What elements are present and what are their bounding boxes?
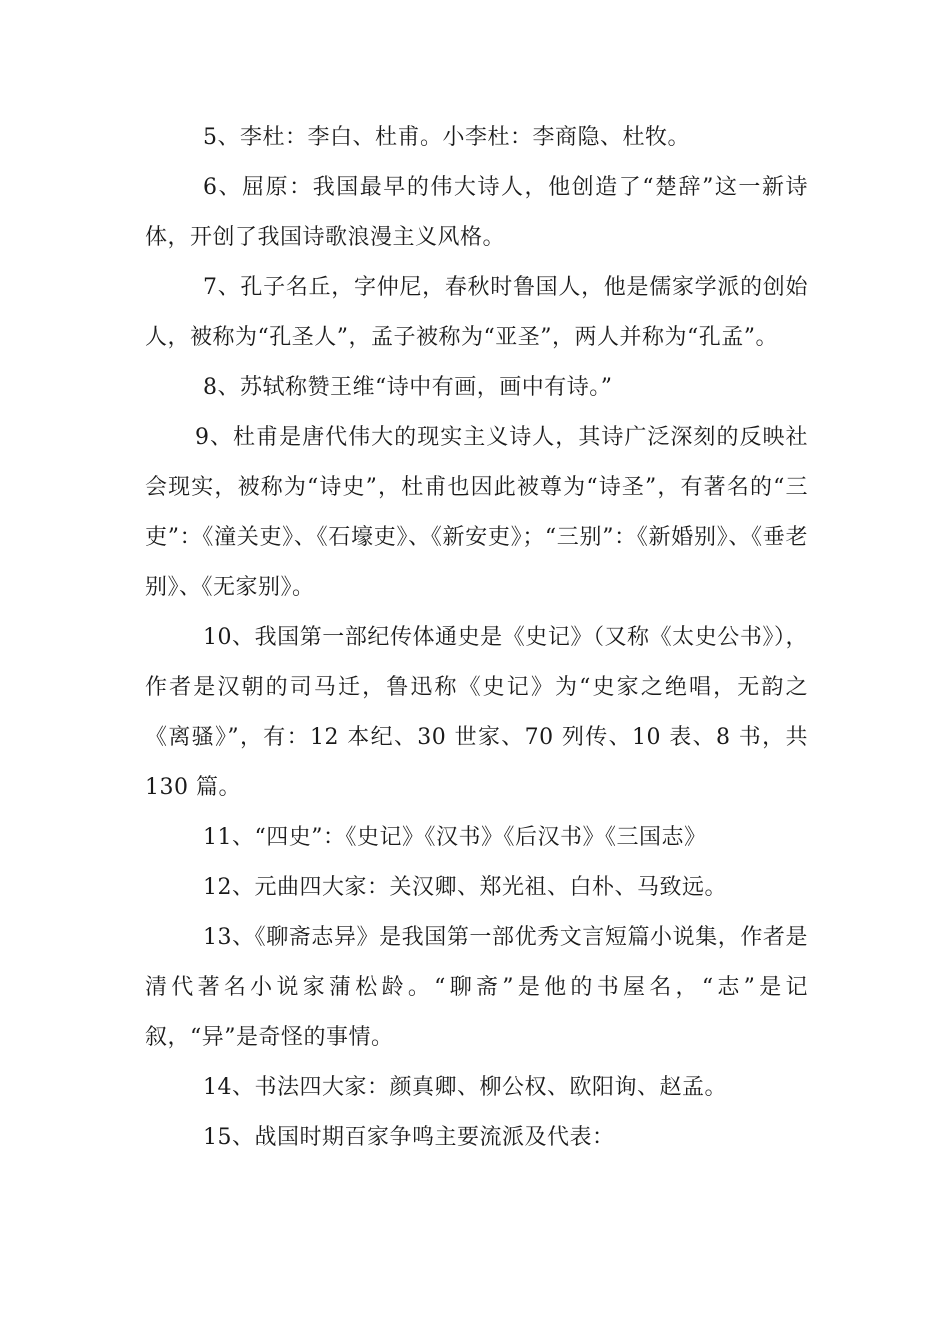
paragraph-item-5: 5、李杜：李白、杜甫。小李杜：李商隐、杜牧。 [203,125,690,150]
paragraph-item-8: 8、苏轼称赞王维“诗中有画，画中有诗。” [203,375,613,400]
paragraph-item-10: 10、我国第一部纪传体通史是《史记》（又称《太史公书》），作者是汉朝的司马迁，鲁迅称《史记》为“史家之绝唱，无韵之《离骚》”，有：12 本纪、30 世家、70 列传、10 表、8 书，共 130 篇。 [145,625,808,800]
paragraph-item-14: 14、书法四大家：颜真卿、柳公权、欧阳询、赵孟。 [203,1075,727,1100]
document-body [145,113,808,1163]
paragraph-item-6: 6、屈原：我国最早的伟大诗人，他创造了“楚辞”这一新诗体，开创了我国诗歌浪漫主义风格。 [145,175,808,250]
paragraph-item-11: 11、“四史”：《史记》《汉书》《后汉书》《三国志》 [203,825,707,850]
paragraph-item-15: 15、战国时期百家争鸣主要流派及代表： [203,1125,615,1150]
paragraph-item-12: 12、元曲四大家：关汉卿、郑光祖、白朴、马致远。 [203,875,727,900]
paragraph-item-7: 7、孔子名丘，字仲尼，春秋时鲁国人，他是儒家学派的创始人，被称为“孔圣人”，孟子被称为“亚圣”，两人并称为“孔孟”。 [145,275,808,350]
paragraph-item-13: 13、《聊斋志异》是我国第一部优秀文言短篇小说集，作者是清代著名小说家蒲松龄。“聊斋”是他的书屋名，“志”是记叙，“异”是奇怪的事情。 [145,925,808,1050]
paragraph-item-9: 9、杜甫是唐代伟大的现实主义诗人，其诗广泛深刻的反映社会现实，被称为“诗史”，杜甫也因此被尊为“诗圣”，有著名的“三吏”：《潼关吏》、《石壕吏》、《新安吏》；“三别”：《新婚别》、《垂老别》、《无家别》。 [145,425,808,600]
